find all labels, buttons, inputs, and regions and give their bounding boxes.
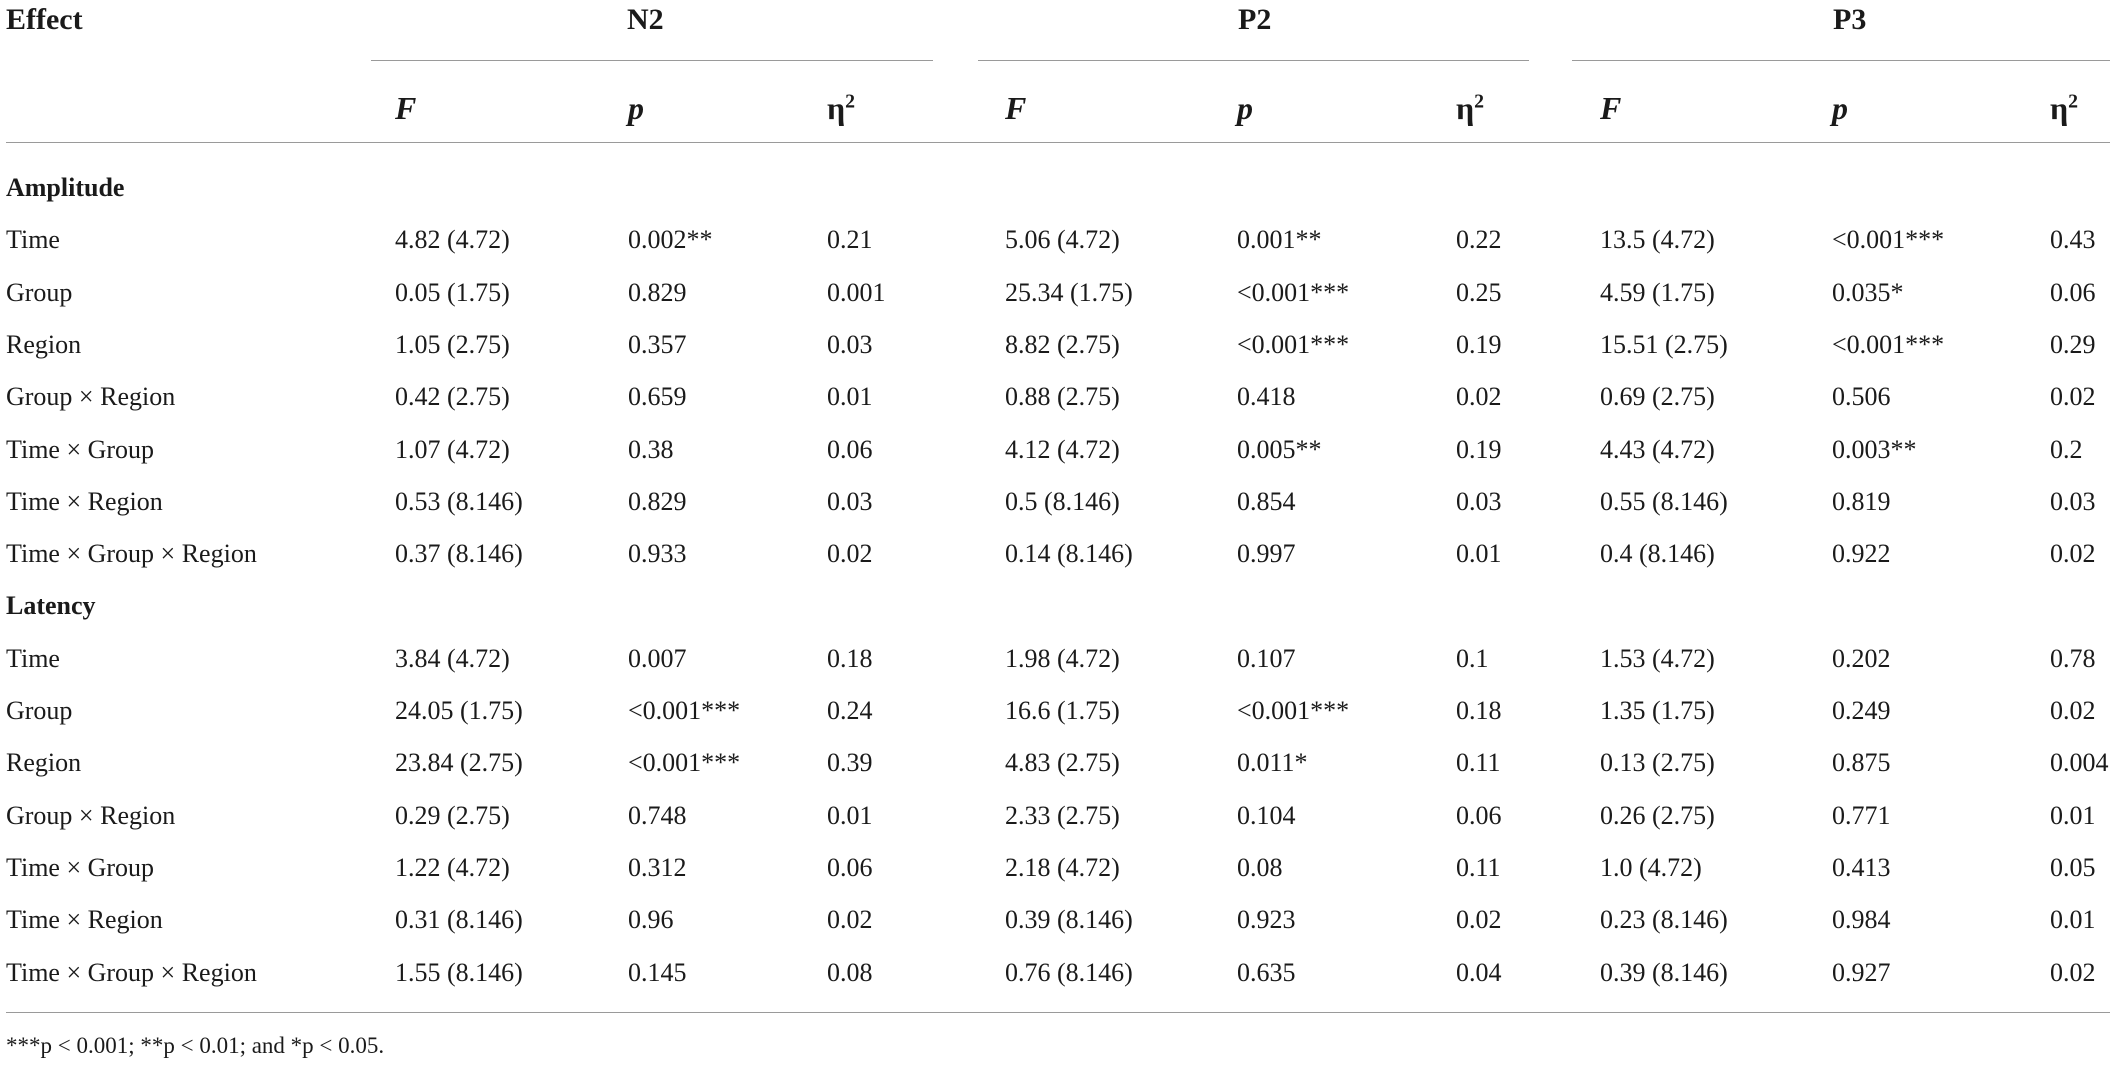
table-cell: 0.03: [827, 329, 873, 359]
table-cell: 0.76 (8.146): [1005, 957, 1133, 987]
table-cell: 0.06: [2050, 277, 2096, 307]
effect-label: Group × Region: [6, 382, 176, 412]
effect-label: Time × Group × Region: [6, 957, 257, 987]
effect-header: Effect: [6, 3, 83, 36]
table-cell: 1.0 (4.72): [1600, 852, 1702, 882]
table-cell: 0.03: [1456, 486, 1502, 516]
table-cell: 0.997: [1237, 539, 1296, 569]
table-cell: 0.05: [2050, 852, 2096, 882]
table-cell: 0.03: [827, 486, 873, 516]
table-cell: 0.923: [1237, 905, 1296, 935]
table-cell: 0.02: [2050, 382, 2096, 412]
effect-label: Time × Group: [6, 434, 155, 464]
table-cell: 0.19: [1456, 434, 1502, 464]
p2-eta-header: $\eta^2$: [1456, 90, 1485, 126]
table-cell: 0.69 (2.75): [1600, 382, 1715, 412]
table-cell: 0.933: [628, 539, 687, 569]
table-cell: 0.107: [1237, 643, 1296, 673]
table-cell: 0.001: [827, 277, 886, 307]
table-cell: 0.19: [1456, 329, 1502, 359]
table-cell: 0.984: [1832, 905, 1891, 935]
table-cell: 0.06: [827, 434, 873, 464]
table-cell: 0.922: [1832, 539, 1891, 569]
table-cell: 16.6 (1.75): [1005, 696, 1120, 725]
header-bottom-rule: [6, 142, 2110, 143]
table-cell: 0.357: [628, 329, 687, 359]
effect-label: Group: [6, 277, 73, 307]
table-cell: <0.001***: [628, 696, 741, 725]
table-cell: <0.001***: [1832, 225, 1945, 255]
table-cell: 0.18: [827, 643, 873, 673]
table-cell: 0.249: [1832, 696, 1891, 725]
table-cell: 0.29: [2050, 329, 2096, 359]
table-cell: 4.82 (4.72): [395, 225, 510, 255]
table-cell: 0.004: [2050, 748, 2109, 778]
table-cell: 0.01: [2050, 905, 2096, 935]
table-cell: 0.08: [1237, 852, 1283, 882]
table-cell: <0.001***: [1237, 277, 1350, 307]
table-cell: 0.03: [2050, 486, 2096, 516]
table-cell: 13.5 (4.72): [1600, 225, 1715, 255]
table-cell: 0.05 (1.75): [395, 277, 510, 307]
table-cell: 4.12 (4.72): [1005, 434, 1120, 464]
table-cell: 0.202: [1832, 643, 1891, 673]
table-cell: 0.14 (8.146): [1005, 539, 1133, 569]
table-cell: 0.02: [1456, 382, 1502, 412]
table-cell: 0.01: [2050, 800, 2096, 830]
table-cell: 15.51 (2.75): [1600, 329, 1728, 359]
table-cell: 0.02: [2050, 539, 2096, 569]
table-cell: 0.96: [628, 905, 674, 935]
table-cell: 0.635: [1237, 957, 1296, 987]
effect-label: Time × Region: [6, 905, 163, 935]
table-cell: 0.02: [827, 905, 873, 935]
table-cell: 1.07 (4.72): [395, 434, 510, 464]
n2-p-header: p: [628, 90, 644, 126]
table-bottom-rule: [6, 1012, 2110, 1013]
section-title: Amplitude: [6, 173, 125, 202]
table-cell: 0.659: [628, 382, 687, 412]
table-cell: 2.18 (4.72): [1005, 852, 1120, 882]
table-cell: 0.21: [827, 225, 873, 255]
table-cell: 2.33 (2.75): [1005, 800, 1120, 830]
effect-label: Group × Region: [6, 800, 176, 830]
table-cell: 0.104: [1237, 800, 1296, 830]
table-cell: 0.875: [1832, 748, 1891, 778]
p3-group-rule: [1572, 60, 2110, 61]
effect-label: Time × Group × Region: [6, 539, 257, 569]
table-cell: 0.22: [1456, 225, 1502, 255]
n2-group-rule: [371, 60, 933, 61]
table-cell: 0.007: [628, 643, 687, 673]
table-cell: 0.88 (2.75): [1005, 382, 1120, 412]
table-cell: 0.927: [1832, 957, 1891, 987]
table-cell: 0.5 (8.146): [1005, 486, 1120, 516]
table-cell: 0.771: [1832, 800, 1891, 830]
table-cell: 0.506: [1832, 382, 1891, 412]
group-header-p2: P2: [1238, 3, 1272, 36]
footnote: ***p < 0.001; **p < 0.01; and *p < 0.05.: [6, 1033, 385, 1058]
table-cell: 0.854: [1237, 486, 1296, 516]
effect-label: Region: [6, 748, 82, 778]
table-cell: 0.005**: [1237, 434, 1322, 464]
p3-f-header: F: [1600, 90, 1622, 126]
effect-label: Region: [6, 329, 82, 359]
table-cell: 0.01: [827, 800, 873, 830]
table-cell: 0.001**: [1237, 225, 1322, 255]
table-cell: 4.59 (1.75): [1600, 277, 1715, 307]
table-cell: 0.418: [1237, 382, 1296, 412]
table-cell: 0.78: [2050, 643, 2096, 673]
table-cell: 0.13 (2.75): [1600, 748, 1715, 778]
table-cell: 3.84 (4.72): [395, 643, 510, 673]
group-header-p3: P3: [1833, 3, 1867, 36]
table-cell: 0.06: [1456, 800, 1502, 830]
table-cell: <0.001***: [1237, 696, 1350, 725]
table-cell: 4.83 (2.75): [1005, 748, 1120, 778]
table-cell: <0.001***: [1237, 329, 1350, 359]
table-cell: 0.4 (8.146): [1600, 539, 1715, 569]
table-cell: 1.53 (4.72): [1600, 643, 1715, 673]
table-cell: 0.02: [827, 539, 873, 569]
p3-eta-header: $\eta^2$: [2050, 90, 2079, 126]
table-cell: 0.55 (8.146): [1600, 486, 1728, 516]
table-cell: 0.01: [827, 382, 873, 412]
p2-f-header: F: [1005, 90, 1027, 126]
table-cell: 0.26 (2.75): [1600, 800, 1715, 830]
table-cell: 8.82 (2.75): [1005, 329, 1120, 359]
table-cell: 0.39: [827, 748, 873, 778]
table-cell: 0.748: [628, 800, 687, 830]
table-cell: 0.53 (8.146): [395, 486, 523, 516]
table-cell: 0.413: [1832, 852, 1891, 882]
table-cell: 0.39 (8.146): [1005, 905, 1133, 935]
table-cell: 0.25: [1456, 277, 1502, 307]
p3-p-header: p: [1832, 90, 1848, 126]
table-cell: 0.02: [1456, 905, 1502, 935]
table-cell: 0.312: [628, 852, 687, 882]
table-cell: 0.38: [628, 434, 674, 464]
table-cell: 0.24: [827, 696, 873, 725]
table-cell: 0.11: [1456, 748, 1501, 778]
table-cell: 0.145: [628, 957, 687, 987]
table-cell: 1.55 (8.146): [395, 957, 523, 987]
table-cell: 0.2: [2050, 434, 2083, 464]
table-cell: 0.819: [1832, 486, 1891, 516]
effect-label: Time: [6, 225, 60, 255]
table-cell: 0.43: [2050, 225, 2096, 255]
table-cell: 1.35 (1.75): [1600, 696, 1715, 725]
table-cell: 0.02: [2050, 696, 2096, 725]
table-cell: 0.23 (8.146): [1600, 905, 1728, 935]
table-cell: 0.37 (8.146): [395, 539, 523, 569]
table-cell: 0.002**: [628, 225, 713, 255]
table-cell: 0.003**: [1832, 434, 1917, 464]
table-cell: 1.05 (2.75): [395, 329, 510, 359]
effect-label: Group: [6, 696, 73, 725]
table-cell: 0.035*: [1832, 277, 1904, 307]
p2-p-header: p: [1237, 90, 1253, 126]
table-cell: 0.39 (8.146): [1600, 957, 1728, 987]
table-cell: 25.34 (1.75): [1005, 277, 1133, 307]
table-cell: 0.11: [1456, 852, 1501, 882]
n2-eta-header: $\eta^2$: [827, 90, 856, 126]
effect-label: Time × Group: [6, 852, 155, 882]
table-cell: 1.22 (4.72): [395, 852, 510, 882]
table-cell: 24.05 (1.75): [395, 696, 523, 725]
table-cell: 0.01: [1456, 539, 1502, 569]
table-cell: 0.31 (8.146): [395, 905, 523, 935]
table-cell: 0.06: [827, 852, 873, 882]
table-cell: <0.001***: [628, 748, 741, 778]
section-title: Latency: [6, 591, 96, 621]
table-cell: 0.04: [1456, 957, 1502, 987]
effect-label: Time × Region: [6, 486, 163, 516]
table-cell: 0.011*: [1237, 748, 1308, 778]
n2-f-header: F: [395, 90, 417, 126]
table-cell: 0.829: [628, 277, 687, 307]
table-cell: <0.001***: [1832, 329, 1945, 359]
effect-label: Time: [6, 643, 60, 673]
table-cell: 0.29 (2.75): [395, 800, 510, 830]
table-cell: 23.84 (2.75): [395, 748, 523, 778]
table-cell: 0.02: [2050, 957, 2096, 987]
table-cell: 4.43 (4.72): [1600, 434, 1715, 464]
p2-group-rule: [978, 60, 1529, 61]
table-cell: 5.06 (4.72): [1005, 225, 1120, 255]
group-header-n2: N2: [627, 3, 664, 36]
table-cell: 1.98 (4.72): [1005, 643, 1120, 673]
table-cell: 0.18: [1456, 696, 1502, 725]
table-cell: 0.08: [827, 957, 873, 987]
table-cell: 0.829: [628, 486, 687, 516]
table-cell: 0.1: [1456, 643, 1489, 673]
table-cell: 0.42 (2.75): [395, 382, 510, 412]
